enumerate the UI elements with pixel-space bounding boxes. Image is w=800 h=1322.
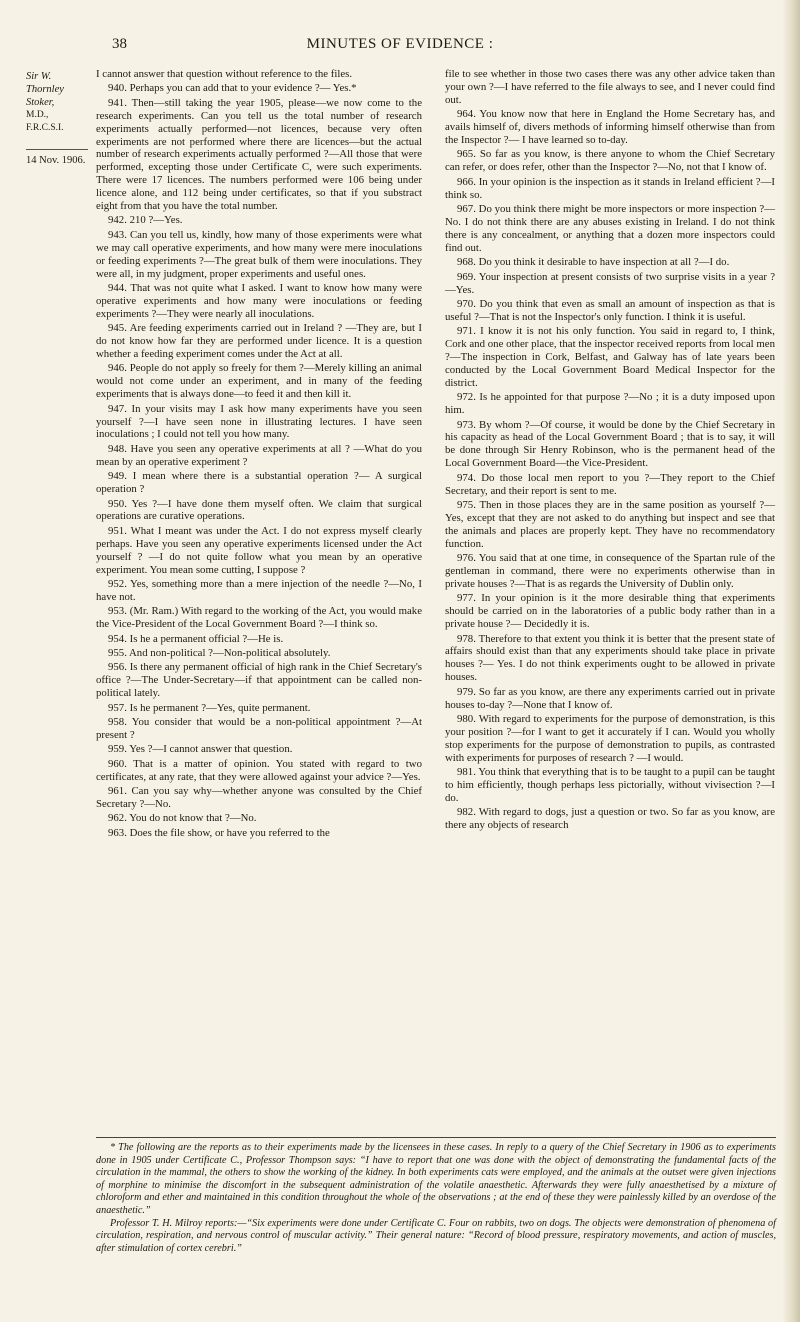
paragraph: 946. People do not apply so freely for them ?—Merely killing an animal would not come under an experiment, and in many of the feeding experiments that is always done—to feed it and then kill it. — [96, 362, 422, 401]
paragraph: 960. That is a matter of opinion. You stated with regard to two certificates, at any rate, that they were allowed against your advice ?—Yes. — [96, 757, 422, 783]
paragraph: 974. Do those local men report to you ?—They report to the Chief Secretary, and their report is sent to me. — [445, 471, 775, 497]
paragraph: 979. So far as you know, are there any experiments carried out in private houses to-day ?—None that I know of. — [445, 685, 775, 711]
paragraph: 942. 210 ?—Yes. — [108, 214, 183, 227]
paragraph: 956. Is there any permanent official of high rank in the Chief Secretary's office ?—The Under-Secretary—if that appointment can be called non-political lately. — [96, 661, 422, 700]
right-column — [445, 68, 775, 834]
page-number: 38 — [112, 36, 127, 52]
paragraph: 947. In your visits may I ask how many experiments have you seen yourself ?—I have seen none in illustrating lectures. I have seen inoculations ; I could not tell you how many. — [96, 402, 422, 441]
footnote-divider — [96, 1137, 776, 1138]
paragraph: 954. Is he a permanent official ?—He is. — [108, 632, 284, 645]
hearing-date: 14 Nov. 1906. — [26, 149, 88, 167]
paragraph: 953. (Mr. Ram.) With regard to the working of the Act, you would make the Vice-President of the Local Government Board ?—I think so. — [96, 605, 422, 631]
paragraph: 945. Are feeding experiments carried out in Ireland ? —They are, but I do not know how far they are performed under licence. It is a question whether a feeding experiment comes under the Act at all. — [96, 322, 422, 361]
paragraph: 966. In your opinion is the inspection as it stands in Ireland efficient ?—I think so. — [445, 175, 775, 201]
paragraph: 959. Yes ?—I cannot answer that question. — [108, 743, 293, 756]
paragraph: 957. Is he permanent ?—Yes, quite permanent. — [108, 701, 311, 714]
paragraph: 943. Can you tell us, kindly, how many of those experiments were what we may call operative experiments, and how many were mere inoculations or feeding experiments ?—The great bulk of them were inoculations. They were all, in my judgment, proper experiments and useful ones. — [96, 228, 422, 280]
paragraph: 968. Do you think it desirable to have inspection at all ?—I do. — [457, 256, 730, 269]
paragraph: 963. Does the file show, or have you referred to the — [108, 826, 330, 839]
paragraph: I cannot answer that question without reference to the files. — [96, 68, 353, 80]
paragraph: 978. Therefore to that extent you think it is better that the present state of affairs should exist than that any experiments should take place in private houses ?— Yes. I do not think experiments ought to be allowed in private houses. — [445, 632, 775, 684]
paragraph: 962. You do not know that ?—No. — [108, 812, 257, 825]
paragraph: 980. With regard to experiments for the purpose of demonstration, is this your position ?—for I want to get it accurately if I can. Would you wholly stop experiments for the purpose of demonstration to pupils, as contrasted with experiments for purposes of research ? —I would. — [445, 713, 775, 764]
paragraph: 972. Is he appointed for that purpose ?—No ; it is a duty imposed upon him. — [445, 391, 775, 417]
paragraph: 976. You said that at one time, in consequence of the Spartan rule of the gentleman in command, there were no experiments otherwise than in private houses ?—That is as regards the University of Dublin only. — [445, 552, 775, 590]
witness-name: Sir W. Thornley Stoker, — [26, 71, 64, 108]
paragraph: 950. Yes ?—I have done them myself often. We claim that surgical operations are curative operations. — [96, 497, 422, 523]
paragraph: 958. You consider that would be a non-political appointment ?—At present ? — [96, 716, 422, 741]
witness-margin-note — [26, 70, 88, 167]
paragraph: 975. Then in those places they are in the same position as yourself ?—Yes, except that they are not asked to do anything but inspect and see that the animals and places are properly kept. They have no recommendatory function. — [445, 499, 775, 550]
paragraph: 949. I mean where there is a substantial operation ?— A surgical operation ? — [96, 470, 422, 496]
paragraph: 961. Can you say why—whether anyone was consulted by the Chief Secretary ?—No. — [96, 785, 422, 810]
witness-degrees: M.D., F.R.C.S.I. — [26, 110, 64, 133]
paragraph: 981. You think that everything that is to be taught to a pupil can be taught to him efficiently, though perhaps less pictorially, without vivisection ?—I do. — [445, 766, 775, 804]
paragraph: 940. Perhaps you can add that to your evidence ?— Yes.* — [108, 82, 357, 95]
page-edge-shadow — [782, 0, 800, 1322]
paragraph: 982. With regard to dogs, just a question or two. So far as you know, are there any objects of research — [445, 806, 775, 832]
paragraph: 941. Then—still taking the year 1905, please—we now come to the research experiments. Can you tell us the total number of research experiments actually performed—not licences, because very often experiments are not performed where there are licences—but the actual number of research experiments actually performed ?—All those that were performed, excepting those under Certificate C, were such experiments. There were 17 licences. The numbers performed were 106 being under licence alone, and 112 being under certificates, so that if you substract eight from that you have the total number. — [96, 96, 422, 213]
footnote — [96, 1142, 776, 1255]
paragraph: 971. I know it is not his only function. You said in regard to, I think, Cork and one other place, that the inspector received reports from local men ?—The inspection in Cork, Belfast, and Galway has of late years been conducted by the Local Government Board Medical Inspector for the district. — [445, 325, 775, 389]
paragraph: 951. What I meant was under the Act. I do not express myself clearly perhaps. Have you seen any operative experiments licensed under the Act yourself ? —I do not quite follow what you mean by an operative experiment. You mean some cutting, I suppose ? — [96, 524, 422, 576]
footnote-paragraph: * The following are the reports as to their experiments made by the licensees in these cases. In reply to a query of the Chief Secretary in 1906 as to experiments done in 1905 under Certificate C., Professor Thompson says: “I have to report that one was done with the object of demonstrating the fundamental facts of the circulation in the mammal, the others to show the working of the kidney. In both experiments cats were employed, and the animals at the outset were given injections of morphine to minimise the discomfort in the subsequent administration of the volatile anaesthetic. Afterwards they were fully anaesthetised by a mixture of chloroform and ether and maintained in this condition throughout the whole of the observations ; at the end of these they were painlessly killed by an overdose of the anaesthetic.” — [96, 1142, 776, 1216]
paragraph: 977. In your opinion is it the more desirable thing that experiments should be carried on in the laboratories of a public body rather than in a private house ?— Decidedly it is. — [445, 592, 775, 631]
paragraph: 952. Yes, something more than a mere injection of the needle ?—No, I have not. — [96, 577, 422, 603]
paragraph: 967. Do you think there might be more inspectors or more inspection ?—No. I do not think there are any abuses existing in Ireland. I do not think there is any concealment, or anything that a dozen more inspectors could find out. — [445, 203, 775, 254]
paragraph: 948. Have you seen any operative experiments at all ? —What do you mean by an operative experiment ? — [96, 442, 422, 468]
paragraph: 965. So far as you know, is there anyone to whom the Chief Secretary can refer, or does refer, other than the Inspector ?—No, not that I know of. — [445, 148, 775, 174]
paragraph: 944. That was not quite what I asked. I want to know how many were operative experiments and how many were inoculations or feeding experiments ?—They were nearly all inoculations. — [96, 282, 422, 320]
footnote-paragraph: Professor T. H. Milroy reports:—“Six experiments were done under Certificate C. Four on rabbits, two on dogs. The objects were demonstration of phenomena of circulation, respiration, and nervous control of muscular activity.” Their general nature: “Record of blood pressure, respiratory movements, and action of muscles, after stimulation of cortex cerebri.” — [96, 1217, 776, 1254]
paragraph: 973. By whom ?—Of course, it would be done by the Chief Secretary in his capacity as head of the Local Government Board ; that is to say, it will be done through Sir Henry Robinson, who is the permanent head of the Local Government Board—the Vice-President. — [445, 418, 775, 470]
left-column — [96, 68, 422, 841]
paragraph: file to see whether in those two cases there was any other advice taken than your own ?—I have referred to the file always to see, and I never could find out. — [445, 68, 775, 106]
paragraph: 969. Your inspection at present consists of two surprise visits in a year ?—Yes. — [445, 270, 775, 296]
page-title: MINUTES OF EVIDENCE : — [306, 36, 494, 52]
paragraph: 964. You know now that here in England the Home Secretary has, and avails himself of, divers methods of informing himself otherwise than from the Inspector ?— I have learned so to-day. — [445, 108, 775, 147]
paragraph: 955. And non-political ?—Non-political absolutely. — [108, 646, 331, 659]
paragraph: 970. Do you think that even as small an amount of inspection as that is useful ?—That is not the Inspector's only function. I think it is useful. — [445, 297, 775, 323]
